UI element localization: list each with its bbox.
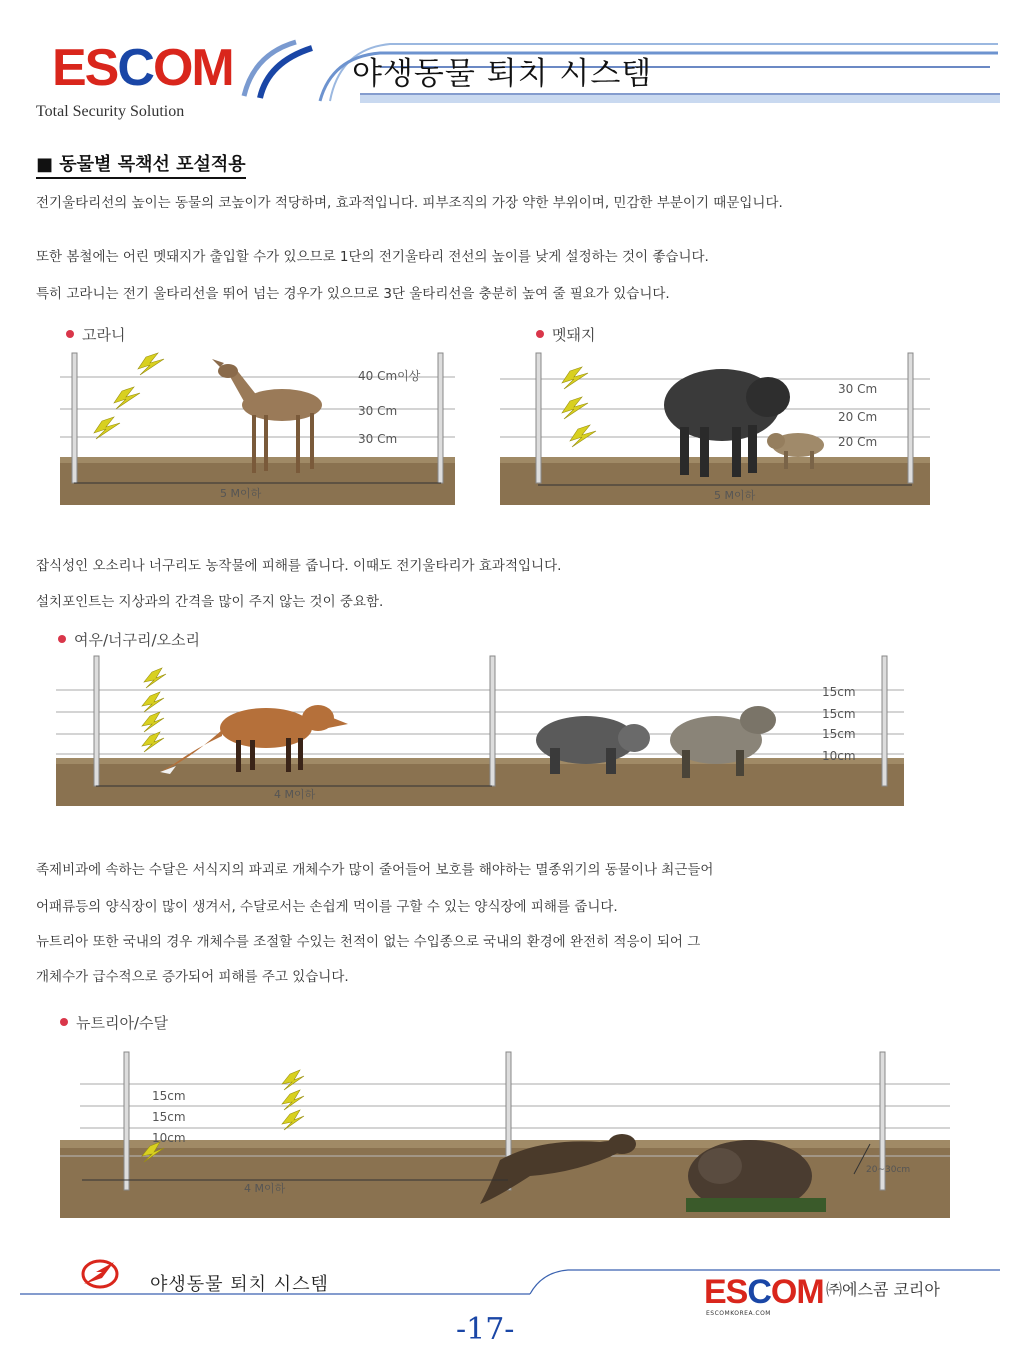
- fox-span-label: 4 M이하: [274, 788, 316, 801]
- electric-bolt-icon: [94, 353, 164, 439]
- page-number: -17-: [456, 1312, 515, 1347]
- bullet-dot-icon: [66, 330, 74, 338]
- paragraph-2: 또한 봄철에는 어린 멧돼지가 출입할 수가 있으므로 1단의 전기울타리 전선의 높이를 낮게 설정하는 것이 좋습니다.: [36, 249, 709, 265]
- deer-wire-label-3: 30 Cm: [358, 432, 398, 446]
- page-title: 야생동물 퇴치 시스템: [352, 56, 653, 92]
- boar-diagram-label: [536, 324, 595, 345]
- boar-wire-label-3: 20 Cm: [838, 435, 878, 449]
- otter-fence-diagram: [60, 1048, 950, 1218]
- deer-wire-label-1: 40 Cm이상: [358, 369, 421, 383]
- footer-company-name: ㈜에스콤 코리아: [826, 1280, 940, 1299]
- otter-label-text: 뉴트리아/수달: [76, 1014, 168, 1032]
- bullet-dot-icon: [60, 1018, 68, 1026]
- bullet-dot-icon: [536, 330, 544, 338]
- paragraph-1: 전기울타리선의 높이는 동물의 코높이가 적당하며, 효과적입니다. 피부조직의 가장 약한 부위이며, 민감한 부분이기 때문입니다.: [36, 195, 783, 211]
- fox-diagram-label: [58, 629, 200, 650]
- boar-fence-diagram: [500, 345, 930, 505]
- paragraph-8: 뉴트리아 또한 국내의 경우 개체수를 조절할 수있는 천적이 없는 수입종으로 국내의 환경에 완전히 적응이 되어 그: [36, 934, 701, 950]
- footer-logo-text-om: OM: [770, 1273, 824, 1311]
- escom-logo: [52, 39, 233, 97]
- logo-text-es: ES: [52, 39, 118, 97]
- tagline: Total Security Solution: [36, 103, 185, 120]
- fence-post: [908, 353, 913, 483]
- deer-span-label: 5 M이하: [220, 487, 262, 500]
- otter-span-label: 4 M이하: [244, 1182, 286, 1195]
- paragraph-7: 어패류등의 양식장이 많이 생겨서, 수달로서는 손쉽게 먹이를 구할 수 있는 양식장에 피해를 줍니다.: [36, 899, 618, 915]
- fence-post: [438, 353, 443, 483]
- logo-text-c: C: [117, 39, 153, 97]
- bullet-dot-icon: [58, 635, 66, 643]
- otter-depth-label: 20~30cm: [866, 1165, 911, 1175]
- paragraph-6: 족제비과에 속하는 수달은 서식지의 파괴로 개체수가 많이 줄어들어 보호를 해야하는 멸종위기의 동물이나 최근들어: [36, 862, 714, 878]
- deer-wire-label-2: 30 Cm: [358, 404, 398, 418]
- otter-wire-label-1: 15cm: [152, 1089, 186, 1103]
- fence-post: [124, 1052, 129, 1190]
- fence-post: [490, 656, 495, 786]
- fox-fence-diagram: [56, 652, 904, 810]
- footer-logo-text-c: C: [747, 1273, 771, 1311]
- section-heading: ■ 동물별 목책선 포설적용: [36, 150, 246, 179]
- paragraph-9: 개체수가 급수적으로 증가되어 피해를 주고 있습니다.: [36, 969, 349, 985]
- deer-fence-diagram: [60, 345, 455, 505]
- fence-post: [536, 353, 541, 483]
- deer-illustration: [212, 359, 322, 473]
- boar-wire-label-2: 20 Cm: [838, 410, 878, 424]
- logo-text-om: OM: [152, 39, 233, 97]
- boar-span-label: 5 M이하: [714, 489, 756, 502]
- fox-label-text: 여우/너구리/오소리: [74, 631, 201, 649]
- boar-wire-label-1: 30 Cm: [838, 382, 878, 396]
- paragraph-5: 설치포인트는 지상과의 간격을 많이 주지 않는 것이 중요함.: [36, 594, 384, 610]
- boar-label-text: 멧돼지: [552, 326, 596, 344]
- fox-wire-label-4: 10cm: [822, 749, 856, 763]
- deer-diagram-label: [66, 324, 125, 345]
- fence-post: [882, 656, 887, 786]
- ground: [56, 760, 904, 806]
- fox-wire-label-2: 15cm: [822, 707, 856, 721]
- escom-emblem-icon: [80, 1258, 120, 1290]
- otter-diagram-label: [60, 1012, 168, 1033]
- otter-wire-label-2: 15cm: [152, 1110, 186, 1124]
- footer-logo-text-es: ES: [704, 1273, 748, 1311]
- electric-bolt-icon: [142, 668, 166, 752]
- paragraph-4: 잡식성인 오소리나 너구리도 농작물에 피해를 줍니다. 이때도 전기울타리가 효과적입니다.: [36, 558, 562, 574]
- otter-wire-label-3: 10cm: [152, 1131, 186, 1145]
- paragraph-3: 특히 고라니는 전기 울타리선을 뛰어 넘는 경우가 있으므로 3단 울타리선을 충분히 높여 줄 필요가 있습니다.: [36, 286, 670, 302]
- fence-post: [94, 656, 99, 786]
- deer-label-text: 고라니: [82, 326, 126, 344]
- footer-escom-logo: [704, 1275, 824, 1309]
- footer-title: 야생동물 퇴치 시스템: [150, 1274, 329, 1295]
- fence-post: [72, 353, 77, 483]
- fox-wire-label-1: 15cm: [822, 685, 856, 699]
- logo-swoosh-icon: [240, 36, 320, 106]
- footer-url: ESCOMKOREA.COM: [706, 1310, 771, 1317]
- fox-wire-label-3: 15cm: [822, 727, 856, 741]
